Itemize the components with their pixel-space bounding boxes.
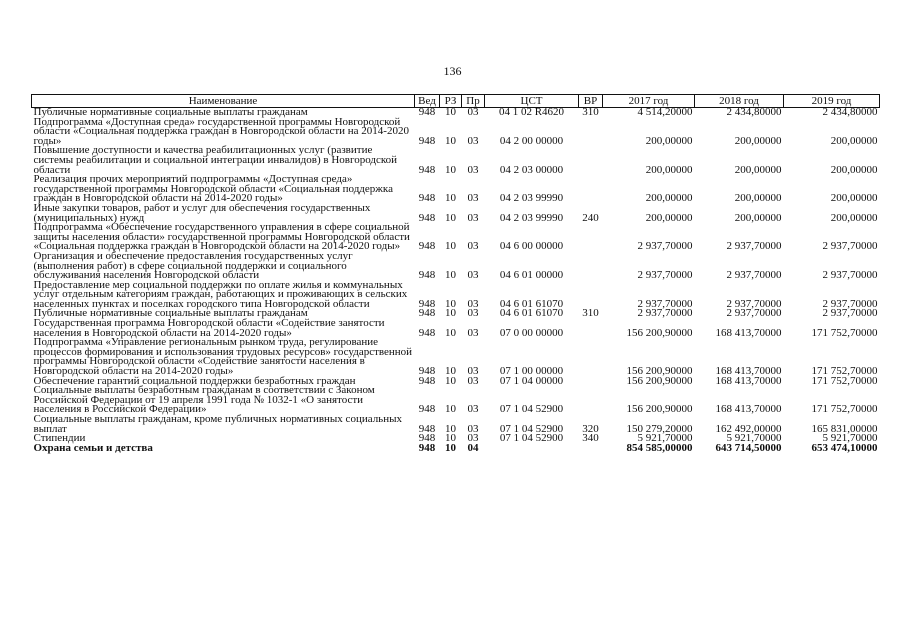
header-2018: 2018 год [695,95,784,108]
cell-ved: 948 [418,211,436,224]
cell-ved: 948 [418,441,436,454]
cell-rz: 10 [445,297,456,310]
cell-cst: 07 1 04 52900 [499,432,564,445]
cell-rz: 10 [445,365,456,378]
cell-2018: 168 413,70000 [715,374,782,387]
cell-name: Подпрограмма «Обеспечение государственного управления в сфере социальной защиты населения области» государственной программы Новгородской области «Социальная поддержка граждан в Новгородской области на 2014-2020 годы» [33,221,410,253]
cell-name: Публичные нормативные социальные выплаты гражданам [33,106,308,118]
cell-ved: 948 [418,374,436,387]
cell-pr: 03 [467,326,479,339]
cell-2017: 5 921,70000 [637,432,693,445]
cell-2019: 2 937,70000 [822,269,878,282]
cell-cst: 07 1 04 52900 [499,403,564,416]
cell-vr [579,252,603,281]
header-vr: ВР [579,95,603,108]
cell-2018: 2 937,70000 [726,240,782,253]
cell-cst: 04 6 01 61070 [499,297,564,310]
cell-vr: 310 [582,307,599,320]
cell-pr: 03 [467,432,479,445]
cell-name: Публичные нормативные социальные выплаты гражданам [33,307,308,320]
cell-name: Повышение доступности и качества реабилитационных услуг (развитие системы реабилитации и социальной интеграции инвалидов) в Новгородской области [33,144,398,176]
cell-2018: 200,00000 [734,134,782,147]
cell-2018: 200,00000 [734,211,782,224]
cell-cst: 04 6 01 00000 [499,269,564,282]
cell-name: Охрана семьи и детства [33,441,153,454]
cell-ved: 948 [418,365,436,378]
cell-2017: 156 200,90000 [626,365,693,378]
cell-2017: 2 937,70000 [637,297,693,310]
cell-2018: 5 921,70000 [726,432,782,445]
cell-rz: 10 [445,211,456,224]
cell-cst: 07 1 04 00000 [499,374,564,387]
cell-2017: 150 279,20000 [626,422,693,435]
cell-ved: 948 [418,297,436,310]
cell-2018: 2 937,70000 [726,307,782,320]
cell-pr: 03 [467,374,479,387]
cell-2017: 2 937,70000 [637,240,693,253]
cell-name: Иные закупки товаров, работ и услуг для обеспечения государственных (муниципальных) нужд [33,201,371,224]
cell-2018: 168 413,70000 [715,403,782,416]
table-body [32,108,880,454]
cell-ved: 948 [418,106,436,118]
cell-2017: 200,00000 [645,211,693,224]
cell-vr [579,377,603,387]
cell-2019: 653 474,10000 [811,441,878,454]
cell-pr: 03 [467,240,479,253]
cell-pr: 03 [467,134,479,147]
cell-2019: 171 752,70000 [811,374,878,387]
cell-2017: 4 514,20000 [637,106,693,118]
cell-2018: 162 492,00000 [715,422,782,435]
cell-rz: 10 [445,134,456,147]
table-row [32,223,880,252]
cell-2019: 200,00000 [830,134,878,147]
cell-pr: 03 [467,297,479,310]
cell-name: Государственная программа Новгородской области «Содействие занятости населения в Новгородской области на 2014-2020 годы» [33,317,385,339]
cell-2019: 5 921,70000 [822,432,878,445]
cell-rz: 10 [445,240,456,253]
table-row [32,338,880,376]
cell-vr [579,281,603,310]
cell-pr: 03 [467,192,479,205]
cell-ved: 948 [418,432,436,445]
cell-2019: 165 831,00000 [811,422,878,435]
cell-2018: 168 413,70000 [715,326,782,339]
cell-rz: 10 [445,374,456,387]
cell-2017: 200,00000 [645,134,693,147]
cell-name: Стипендии [33,432,86,445]
cell-vr: 320 [582,422,599,435]
header-name: Наименование [32,95,415,108]
cell-ved: 948 [418,192,436,205]
cell-2019: 2 434,80000 [822,106,878,118]
cell-2019: 2 937,70000 [822,297,878,310]
cell-vr [579,146,603,175]
cell-vr [579,386,603,415]
cell-name: Социальные выплаты гражданам, кроме публичных нормативных социальных выплат [33,413,402,435]
cell-2019: 171 752,70000 [811,403,878,416]
cell-2018: 168 413,70000 [715,365,782,378]
cell-2018: 200,00000 [734,163,782,176]
cell-pr: 04 [467,441,479,454]
cell-pr: 03 [467,106,479,118]
cell-rz: 10 [445,422,456,435]
table-row [32,118,880,147]
cell-rz: 10 [445,106,456,118]
cell-vr [579,319,603,338]
cell-cst [485,444,579,454]
budget-table [31,94,880,453]
table-row [32,252,880,281]
cell-rz: 10 [445,163,456,176]
cell-vr: 240 [582,211,599,224]
cell-2017: 200,00000 [645,192,693,205]
cell-2017: 854 585,00000 [626,441,693,454]
header-rz: РЗ [440,95,462,108]
cell-rz: 10 [445,192,456,205]
cell-rz: 10 [445,307,456,320]
cell-2018: 2 937,70000 [726,297,782,310]
cell-name: Обеспечение гарантий социальной поддержки безработных граждан [33,374,356,387]
header-cst: ЦСТ [485,95,579,108]
cell-2019: 2 937,70000 [822,240,878,253]
cell-pr: 03 [467,422,479,435]
cell-vr [579,118,603,147]
header-2017: 2017 год [603,95,695,108]
header-2019: 2019 год [784,95,880,108]
cell-ved: 948 [418,134,436,147]
cell-pr: 03 [467,211,479,224]
cell-cst: 07 1 00 00000 [499,365,564,378]
cell-vr [579,444,603,454]
cell-rz: 10 [445,441,456,454]
cell-cst: 04 2 03 99990 [499,211,564,224]
cell-pr: 03 [467,403,479,416]
header-ved: Вед [415,95,440,108]
cell-2017: 200,00000 [645,163,693,176]
cell-vr: 340 [582,432,599,445]
table-row [32,281,880,310]
cell-2017: 156 200,90000 [626,374,693,387]
cell-2018: 2 937,70000 [726,269,782,282]
cell-ved: 948 [418,403,436,416]
cell-2019: 200,00000 [830,211,878,224]
table-row [32,175,880,204]
table-row [32,146,880,175]
cell-2019: 171 752,70000 [811,326,878,339]
cell-pr: 03 [467,269,479,282]
cell-name: Организация и обеспечение предоставления государственных услуг (выполнения работ) в сфере социальной поддержки и социального обслуживания населения Новгородской области [33,249,353,282]
cell-name: Социальные выплаты безработным гражданам в соответствии с Законом Российской Федерации от 19 апреля 1991 года № 1032-1 «О занятости населения в Российской Федерации» [33,384,375,416]
cell-rz: 10 [445,403,456,416]
cell-2019: 2 937,70000 [822,307,878,320]
cell-vr [579,223,603,252]
cell-vr: 310 [582,106,599,118]
cell-ved: 948 [418,240,436,253]
cell-ved: 948 [418,163,436,176]
header-pr: Пр [462,95,485,108]
cell-cst: 07 1 04 52900 [499,422,564,435]
cell-cst: 07 0 00 00000 [499,326,564,339]
cell-rz: 10 [445,326,456,339]
cell-cst: 04 2 03 00000 [499,163,564,176]
cell-rz: 10 [445,269,456,282]
table-row [32,444,880,454]
cell-vr [579,175,603,204]
cell-2018: 643 714,50000 [715,441,782,454]
cell-2018: 2 434,80000 [726,106,782,118]
cell-pr: 03 [467,365,479,378]
cell-2017: 156 200,90000 [626,403,693,416]
cell-ved: 948 [418,269,436,282]
cell-2019: 171 752,70000 [811,365,878,378]
cell-cst: 04 2 03 99990 [499,192,564,205]
cell-2017: 2 937,70000 [637,307,693,320]
cell-2019: 200,00000 [830,163,878,176]
cell-vr [579,338,603,376]
page-number: 136 [443,64,462,78]
cell-2017: 2 937,70000 [637,269,693,282]
cell-cst: 04 2 00 00000 [499,134,564,147]
cell-name: Подпрограмма «Управление региональным рынком труда, регулирование процессов формирования и использования трудовых ресурсов» государственной программы Новгородской области «Содействие занятости населения в Новгородской области на 2014-2020 годы» [33,336,413,378]
cell-ved: 948 [418,307,436,320]
cell-name: Реализация прочих мероприятий подпрограммы «Доступная среда» государственной программы Новгородской области «Социальная поддержка граждан в Новгородской области на 2014-2020 годы» [33,173,393,205]
cell-pr: 03 [467,307,479,320]
cell-2019: 200,00000 [830,192,878,205]
table-row [32,386,880,415]
cell-ved: 948 [418,422,436,435]
cell-cst: 04 6 01 61070 [499,307,564,320]
cell-name: Подпрограмма «Доступная среда» государственной программы Новгородской области «Социальная поддержка граждан в Новгородской области на 2014-2020 годы» [33,115,409,147]
cell-rz: 10 [445,432,456,445]
cell-pr: 03 [467,163,479,176]
cell-cst: 04 6 00 00000 [499,240,564,253]
cell-2017: 156 200,90000 [626,326,693,339]
cell-2018: 200,00000 [734,192,782,205]
cell-name: Предоставление мер социальной поддержки по оплате жилья и коммунальных услуг отдельным категориям граждан, работающих и проживающих в сельских населенных пунктах и поселках городского типа Новгородской области [33,278,408,310]
cell-cst: 04 1 02 R4620 [498,106,565,118]
cell-ved: 948 [418,326,436,339]
